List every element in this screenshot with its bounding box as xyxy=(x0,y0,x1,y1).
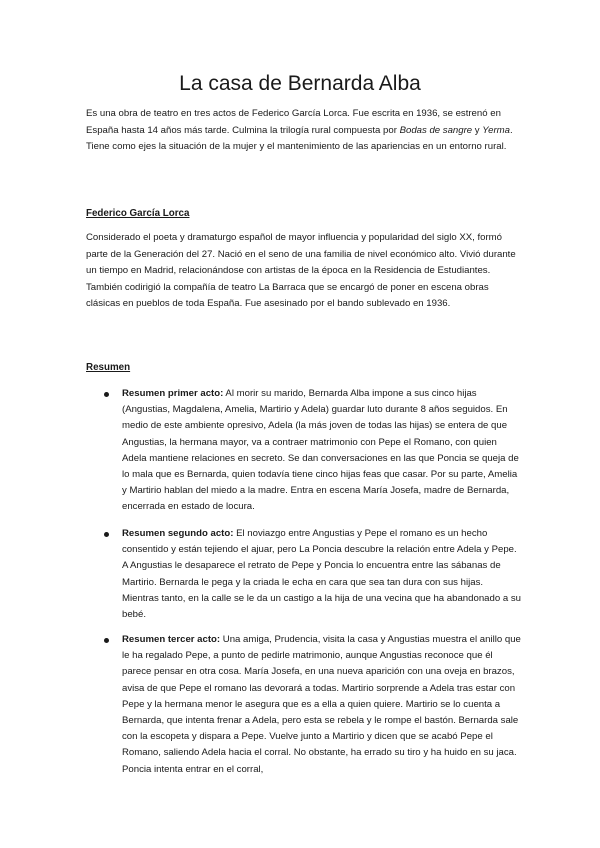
summary-item-body: Una amiga, Prudencia, visita la casa y Angustias muestra el anillo que le ha regalado Pepe, a punto de pedirle matrimonio, aunque Angustias reconoce que él parece pensar en otra cosa. María Josefa, en una nueva aparición con una oveja en brazos, avisa de que Pepe el romano las devorará a todas. Martirio sorprende a Adela tras estar con Pepe y la hermana menor le asegura que es a ella a quien quiere. Martirio se lo cuenta a Bernarda, que intenta frenar a Adela, pero esta se rebela y le rompe el bastón. Bernarda sale con la escopeta y dispara a Pepe. Vuelve junto a Martirio y dicen que se acabó Pepe el Romano, saliendo Adela hacia el corral. No obstante, ha errado su tiro y ha huido en su jaca. Poncia intenta entrar en el corral, xyxy=(122,634,521,775)
intro-paragraph xyxy=(86,106,520,156)
bullet-icon xyxy=(104,532,109,537)
intro-text-1: Es una obra de teatro en tres actos de Federico García Lorca. Fue escrita en 1936, se estrenó en España hasta 14 años más tarde. Culmina la trilogía rural compuesta por xyxy=(86,108,501,136)
document-title: La casa de Bernarda Alba xyxy=(179,72,421,95)
summary-item-text xyxy=(122,632,522,778)
summary-item-label: Resumen tercer acto: xyxy=(122,634,221,645)
author-paragraph: Considerado el poeta y dramaturgo español de mayor influencia y popularidad del siglo XX, formó parte de la Generación del 27. Nació en el seno de una familia de nivel económico alto. Vivió durante un tiempo en Madrid, relacionándose con artistas de la época en la Residencia de Estudiantes. También codirigió la compañía de teatro La Barraca que se encargó de poner en escena obras clásicas en pueblos de toda España. Fue asesinado por el bando sublevado en 1936. xyxy=(86,232,516,310)
intro-work-bodas: Bodas de sangre xyxy=(399,124,473,136)
summary-item-label: Resumen segundo acto: xyxy=(122,528,234,539)
summary-item-text xyxy=(122,526,522,623)
intro-text-3: . Tiene como ejes la situación de la mujer y el mantenimiento de las apariencias en un entorno rural. xyxy=(86,124,513,153)
summary-item-text xyxy=(122,386,522,516)
summary-item-label: Resumen primer acto: xyxy=(122,388,224,399)
summary-heading: Resumen xyxy=(86,362,131,373)
summary-item-body: Al morir su marido, Bernarda Alba impone a sus cinco hijas (Angustias, Magdalena, Amelia, Martirio y Adela) guardar luto durante 8 años seguidos. En medio de este ambiente opresivo, Adela (la más joven de todas las hijas) se entera de que Angustias, la hermana mayor, va a contraer matrimonio con Pepe el Romano, con quien Adela mantiene relaciones en secreto. Se dan conversaciones en las que Poncia se queja de lo mala que es Bernarda, quien todavía tiene cinco hijas feas que casar. Por su parte, Amelia y Martirio hablan del miedo a la madre. Entra en escena María Josefa, madre de Bernarda, encerrada en estado de locura. xyxy=(122,388,519,513)
intro-work-yerma: Yerma xyxy=(482,124,510,136)
bullet-icon xyxy=(104,392,109,397)
bullet-icon xyxy=(104,638,109,643)
summary-item-body: El noviazgo entre Angustias y Pepe el romano es un hecho consentido y están tejiendo el ajuar, pero La Poncia descubre la relación entre Adela y Pepe. A Angustias le desaparece el retrato de Pepe y Poncia lo encuentra entre las sábanas de Martirio. Bernarda le pega y la criada le echa en cara que sea tan dura con sus hijas. Mientras tanto, en la calle se le da un castigo a la hija de una vecina que ha abandonado a su bebé. xyxy=(122,528,521,621)
intro-text-2: y xyxy=(472,124,483,136)
author-heading: Federico García Lorca xyxy=(86,208,190,219)
